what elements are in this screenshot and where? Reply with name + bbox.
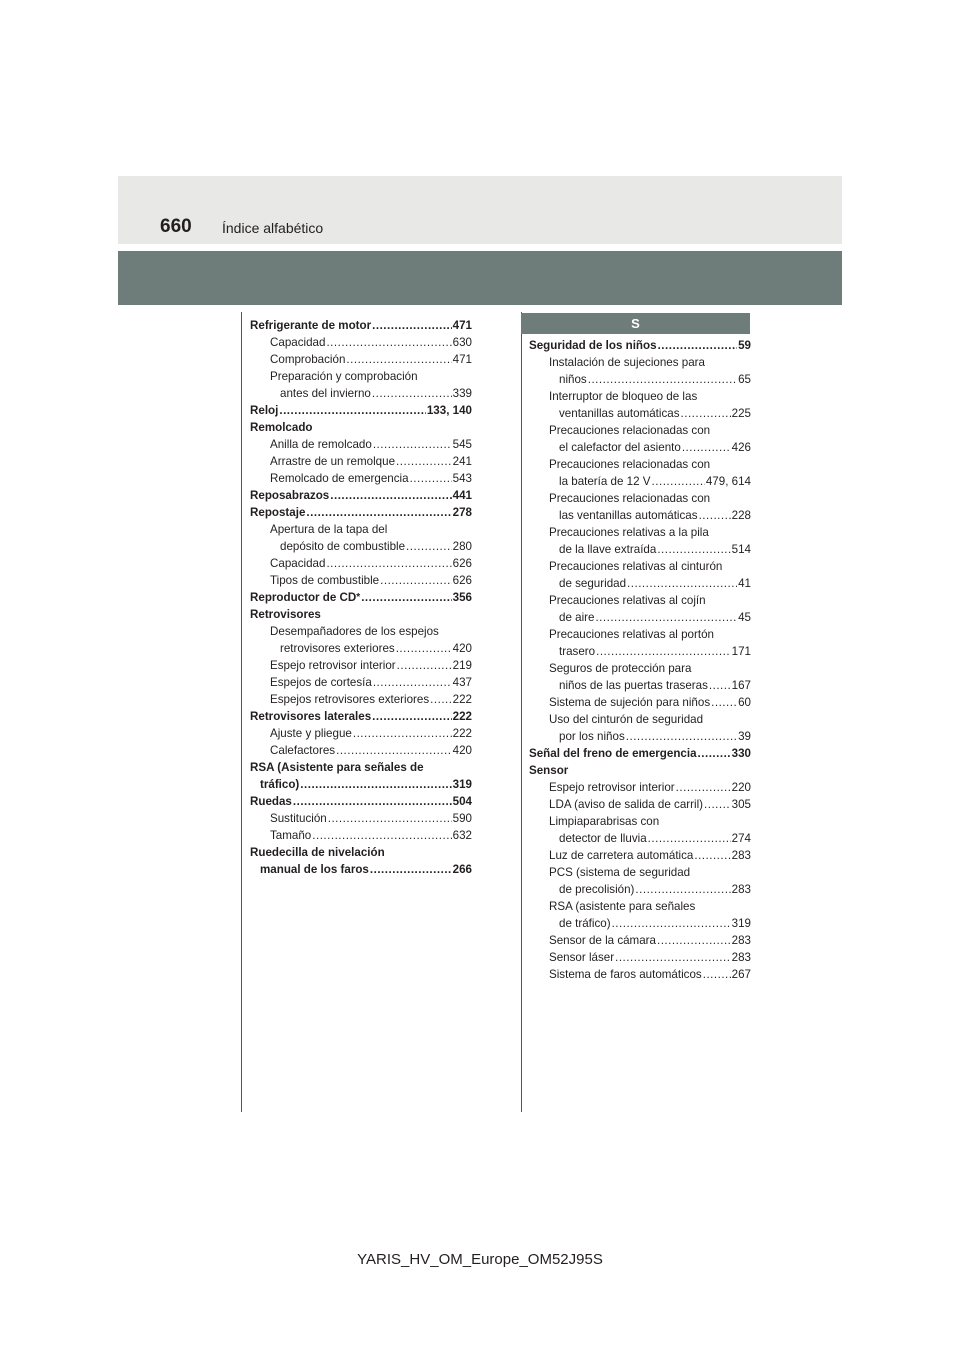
page-reference[interactable]: 280	[452, 540, 472, 553]
dot-leader	[326, 334, 451, 351]
index-entry-text: ventanillas automáticas	[559, 407, 680, 420]
index-entry-text: manual de los faros	[260, 863, 369, 876]
index-subentry	[529, 864, 751, 898]
index-subentry	[529, 711, 751, 745]
index-entry-text: trasero	[559, 645, 596, 658]
index-entry	[250, 402, 472, 419]
dot-leader	[372, 317, 452, 334]
dot-leader	[627, 575, 737, 592]
index-entry-text: Capacidad	[270, 336, 326, 349]
index-subentry	[529, 490, 751, 524]
index-entry-text: Remolcado	[250, 421, 313, 434]
index-subentry	[250, 521, 472, 555]
section-letter: S	[631, 316, 640, 331]
page-reference[interactable]: 479, 614	[705, 475, 751, 488]
index-entry	[250, 487, 472, 504]
index-entry-text: Retrovisores	[250, 608, 321, 621]
index-subentry	[529, 932, 751, 949]
index-subentry	[529, 388, 751, 422]
index-subentry	[529, 949, 751, 966]
index-entry-text: Espejos retrovisores exteriores	[270, 693, 430, 706]
dot-leader	[306, 504, 451, 521]
index-subentry	[250, 674, 472, 691]
dot-leader	[328, 810, 452, 827]
index-entry	[250, 606, 472, 623]
dot-leader	[361, 589, 451, 606]
dot-leader	[373, 674, 452, 691]
index-entry-text: Sensor láser	[549, 951, 615, 964]
index-entry-text: Preparación y comprobación	[270, 370, 418, 383]
page-reference[interactable]: 626	[452, 557, 472, 570]
index-entry	[250, 793, 472, 810]
page-reference[interactable]: 630	[452, 336, 472, 349]
index-subentry	[250, 470, 472, 487]
page-reference[interactable]: 504	[452, 795, 472, 808]
index-entry-text: Precauciones relacionadas con	[549, 424, 711, 437]
index-entry-text: Repostaje	[250, 506, 306, 519]
dot-leader	[694, 847, 730, 864]
index-entry-text: LDA (aviso de salida de carril)	[549, 798, 704, 811]
index-entry-text: Ajuste y pliegue	[270, 727, 352, 740]
page-reference[interactable]: 283	[731, 934, 751, 947]
index-subentry	[250, 453, 472, 470]
index-subentry	[529, 422, 751, 456]
page-reference[interactable]: 356	[452, 591, 472, 604]
index-entry-text: de seguridad	[559, 577, 627, 590]
dot-leader	[615, 949, 731, 966]
index-entry-text: la batería de 12 V	[559, 475, 651, 488]
dot-leader	[699, 507, 731, 524]
page-reference[interactable]: 514	[731, 543, 751, 556]
index-subentry	[529, 898, 751, 932]
page-reference[interactable]: 133, 140	[426, 404, 472, 417]
dot-leader	[346, 351, 451, 368]
index-entry-text: Precauciones relacionadas con	[549, 458, 711, 471]
index-entry-text: depósito de combustible	[280, 540, 406, 553]
index-subentry	[529, 524, 751, 558]
index-subentry	[529, 966, 751, 983]
index-entry-text: Luz de carretera automática	[549, 849, 694, 862]
index-subentry	[529, 626, 751, 660]
index-subentry	[250, 691, 472, 708]
index-entry-text: Limpiaparabrisas con	[549, 815, 660, 828]
index-entry-text: de la llave extraída	[559, 543, 657, 556]
index-subentry	[529, 796, 751, 813]
page-number: 660	[160, 216, 192, 237]
right-column-rule	[521, 312, 522, 1112]
page-reference[interactable]: 632	[452, 829, 472, 842]
page-reference[interactable]: 339	[452, 387, 472, 400]
index-subentry	[250, 725, 472, 742]
index-subentry	[250, 555, 472, 572]
page-reference[interactable]: 266	[452, 863, 472, 876]
page-reference[interactable]: 222	[452, 710, 472, 723]
page-reference[interactable]: 219	[452, 659, 472, 672]
left-column-rule	[241, 312, 242, 1112]
index-entry	[250, 708, 472, 725]
index-subentry	[529, 354, 751, 388]
footnote-asterisk: *	[356, 592, 361, 603]
index-entry	[250, 419, 472, 436]
index-subentry	[250, 368, 472, 402]
index-entry-text: PCS (sistema de seguridad	[549, 866, 691, 879]
page-reference[interactable]: 60	[738, 696, 751, 709]
page-reference[interactable]: 543	[452, 472, 472, 485]
dot-leader	[612, 915, 731, 932]
dot-leader	[657, 541, 730, 558]
index-subentry	[250, 572, 472, 589]
page-reference[interactable]: 267	[731, 968, 751, 981]
dot-leader	[397, 657, 452, 674]
page-reference[interactable]: 420	[452, 642, 472, 655]
index-entry-text: Retrovisores laterales	[250, 710, 372, 723]
page-reference[interactable]: 167	[731, 679, 751, 692]
index-entry-text: Precauciones relativas al portón	[549, 628, 714, 641]
index-entry-text: Sustitución	[270, 812, 327, 825]
index-entry-text: Anilla de remolcado	[270, 438, 372, 451]
dot-leader	[372, 385, 452, 402]
index-subentry	[250, 436, 472, 453]
index-entry-text: Seguridad de los niños	[529, 339, 657, 352]
header-dark-band	[118, 251, 842, 305]
dot-leader	[326, 555, 451, 572]
page-reference[interactable]: 222	[452, 727, 472, 740]
dot-leader	[373, 436, 452, 453]
footer-document-code: YARIS_HV_OM_Europe_OM52J95S	[357, 1251, 603, 1268]
dot-leader	[658, 337, 738, 354]
index-entry-text: RSA (Asistente para señales de	[250, 761, 424, 774]
dot-leader	[635, 881, 730, 898]
index-entry-text: Reposabrazos	[250, 489, 330, 502]
index-entry-text: Calefactores	[270, 744, 336, 757]
index-subentry	[250, 827, 472, 844]
dot-leader	[709, 677, 731, 694]
index-entry-text: Refrigerante de motor	[250, 319, 372, 332]
index-subentry	[250, 334, 472, 351]
index-entry-text: Arrastre de un remolque	[270, 455, 396, 468]
dot-leader	[430, 691, 452, 708]
index-entry-text: Precauciones relativas al cinturón	[549, 560, 723, 573]
page-reference[interactable]: 41	[738, 577, 751, 590]
dot-leader	[711, 694, 737, 711]
page-reference[interactable]: 545	[452, 438, 472, 451]
dot-leader	[353, 725, 452, 742]
index-subentry	[529, 558, 751, 592]
page-reference[interactable]: 45	[738, 611, 751, 624]
page-reference[interactable]: 225	[731, 407, 751, 420]
page-reference[interactable]: 420	[452, 744, 472, 757]
index-entry-text: Seguros de protección para	[549, 662, 692, 675]
index-entry	[250, 589, 472, 606]
index-entry-text: de aire	[559, 611, 595, 624]
dot-leader	[410, 470, 452, 487]
page-reference[interactable]: 283	[731, 849, 751, 862]
index-entry	[529, 745, 751, 762]
index-entry-text: Sistema de faros automáticos	[549, 968, 702, 981]
index-entry-text: Ruedas	[250, 795, 292, 808]
page-reference[interactable]: 471	[452, 319, 472, 332]
dot-leader	[293, 793, 452, 810]
index-subentry	[529, 592, 751, 626]
dot-leader	[704, 796, 731, 813]
index-entry-text: Sensor de la cámara	[549, 934, 656, 947]
dot-leader	[380, 572, 452, 589]
dot-leader	[330, 487, 451, 504]
page-reference[interactable]: 626	[452, 574, 472, 587]
index-entry-text: el calefactor del asiento	[559, 441, 681, 454]
page-reference[interactable]: 437	[452, 676, 472, 689]
index-entry	[529, 337, 751, 354]
dot-leader	[372, 708, 451, 725]
index-entry-text: Precauciones relativas a la pila	[549, 526, 709, 539]
dot-leader	[370, 861, 452, 878]
page-reference[interactable]: 319	[452, 778, 472, 791]
index-subentry	[250, 351, 472, 368]
index-entry-text: RSA (asistente para señales	[549, 900, 696, 913]
index-entry-text: retrovisores exteriores	[280, 642, 395, 655]
dot-leader	[682, 439, 731, 456]
index-entry-text: de precolisión)	[559, 883, 635, 896]
index-entry-text: Señal del freno de emergencia	[529, 747, 697, 760]
index-entry-text: Interruptor de bloqueo de las	[549, 390, 698, 403]
index-subentry	[250, 657, 472, 674]
dot-leader	[396, 640, 452, 657]
page-reference[interactable]: 278	[452, 506, 472, 519]
index-entry-text: detector de lluvia	[559, 832, 647, 845]
index-column-left	[250, 317, 472, 878]
page-reference[interactable]: 39	[738, 730, 751, 743]
page-reference[interactable]: 305	[731, 798, 751, 811]
dot-leader	[676, 779, 731, 796]
page-reference[interactable]: 441	[452, 489, 472, 502]
page-title: Índice alfabético	[222, 220, 324, 236]
index-entry-text: Comprobación	[270, 353, 346, 366]
dot-leader	[336, 742, 452, 759]
index-entry-text: Tipos de combustible	[270, 574, 380, 587]
page-reference[interactable]: 59	[738, 339, 751, 352]
index-entry-text: Capacidad	[270, 557, 326, 570]
page-reference[interactable]: 283	[731, 951, 751, 964]
index-entry-text: Espejos de cortesía	[270, 676, 372, 689]
dot-leader	[596, 643, 731, 660]
index-entry-text: tráfico)	[260, 778, 300, 791]
page-reference[interactable]: 65	[738, 373, 751, 386]
index-entry-text: Precauciones relacionadas con	[549, 492, 711, 505]
index-entry-text: Uso del cinturón de seguridad	[549, 713, 704, 726]
dot-leader	[396, 453, 452, 470]
index-entry-text: Sensor	[529, 764, 569, 777]
page-reference[interactable]: 590	[452, 812, 472, 825]
dot-leader	[703, 966, 731, 983]
index-entry-text: antes del invierno	[280, 387, 371, 400]
index-subentry	[529, 847, 751, 864]
page-reference[interactable]: 426	[731, 441, 751, 454]
index-subentry	[529, 813, 751, 847]
section-letter-bar	[521, 313, 750, 334]
page-reference[interactable]: 319	[731, 917, 751, 930]
index-subentry	[529, 779, 751, 796]
dot-leader	[652, 473, 705, 490]
dot-leader	[588, 371, 737, 388]
index-entry	[250, 317, 472, 334]
page-reference[interactable]: 283	[731, 883, 751, 896]
index-entry	[250, 844, 472, 878]
page-reference[interactable]: 220	[731, 781, 751, 794]
index-entry-text: Reproductor de CD	[250, 591, 357, 604]
index-entry-text: Ruedecilla de nivelación	[250, 846, 385, 859]
page-reference[interactable]: 274	[731, 832, 751, 845]
index-subentry	[250, 742, 472, 759]
index-column-right	[529, 337, 751, 983]
page-reference[interactable]: 241	[452, 455, 472, 468]
page-reference[interactable]: 228	[731, 509, 751, 522]
index-entry-text: las ventanillas automáticas	[559, 509, 698, 522]
dot-leader	[312, 827, 451, 844]
dot-leader	[657, 932, 731, 949]
index-subentry	[529, 694, 751, 711]
index-entry-text: Remolcado de emergencia	[270, 472, 409, 485]
index-entry-text: Sistema de sujeción para niños	[549, 696, 711, 709]
index-entry-text: Apertura de la tapa del	[270, 523, 388, 536]
index-entry-text: Reloj	[250, 404, 279, 417]
index-entry-text: Precauciones relativas al cojín	[549, 594, 706, 607]
dot-leader	[406, 538, 452, 555]
page-reference[interactable]: 330	[731, 747, 751, 760]
page-reference[interactable]: 171	[731, 645, 751, 658]
index-entry-text: niños de las puertas traseras	[559, 679, 708, 692]
dot-leader	[300, 776, 451, 793]
index-entry	[529, 762, 751, 779]
index-entry	[250, 759, 472, 793]
index-entry-text: Espejo retrovisor interior	[270, 659, 396, 672]
dot-leader	[279, 402, 426, 419]
index-entry	[250, 504, 472, 521]
dot-leader	[595, 609, 737, 626]
dot-leader	[681, 405, 731, 422]
dot-leader	[648, 830, 731, 847]
index-subentry	[529, 660, 751, 694]
index-entry-text: Espejo retrovisor interior	[549, 781, 675, 794]
dot-leader	[626, 728, 737, 745]
index-subentry	[529, 456, 751, 490]
index-subentry	[250, 623, 472, 657]
index-entry-text: niños	[559, 373, 587, 386]
dot-leader	[698, 745, 731, 762]
index-entry-text: Tamaño	[270, 829, 312, 842]
index-entry-text: por los niños	[559, 730, 625, 743]
index-subentry	[250, 810, 472, 827]
index-entry-text: Desempañadores de los espejos	[270, 625, 439, 638]
index-entry-text: Instalación de sujeciones para	[549, 356, 705, 369]
page-reference[interactable]: 222	[452, 693, 472, 706]
page-reference[interactable]: 471	[452, 353, 472, 366]
index-entry-text: de tráfico)	[559, 917, 611, 930]
